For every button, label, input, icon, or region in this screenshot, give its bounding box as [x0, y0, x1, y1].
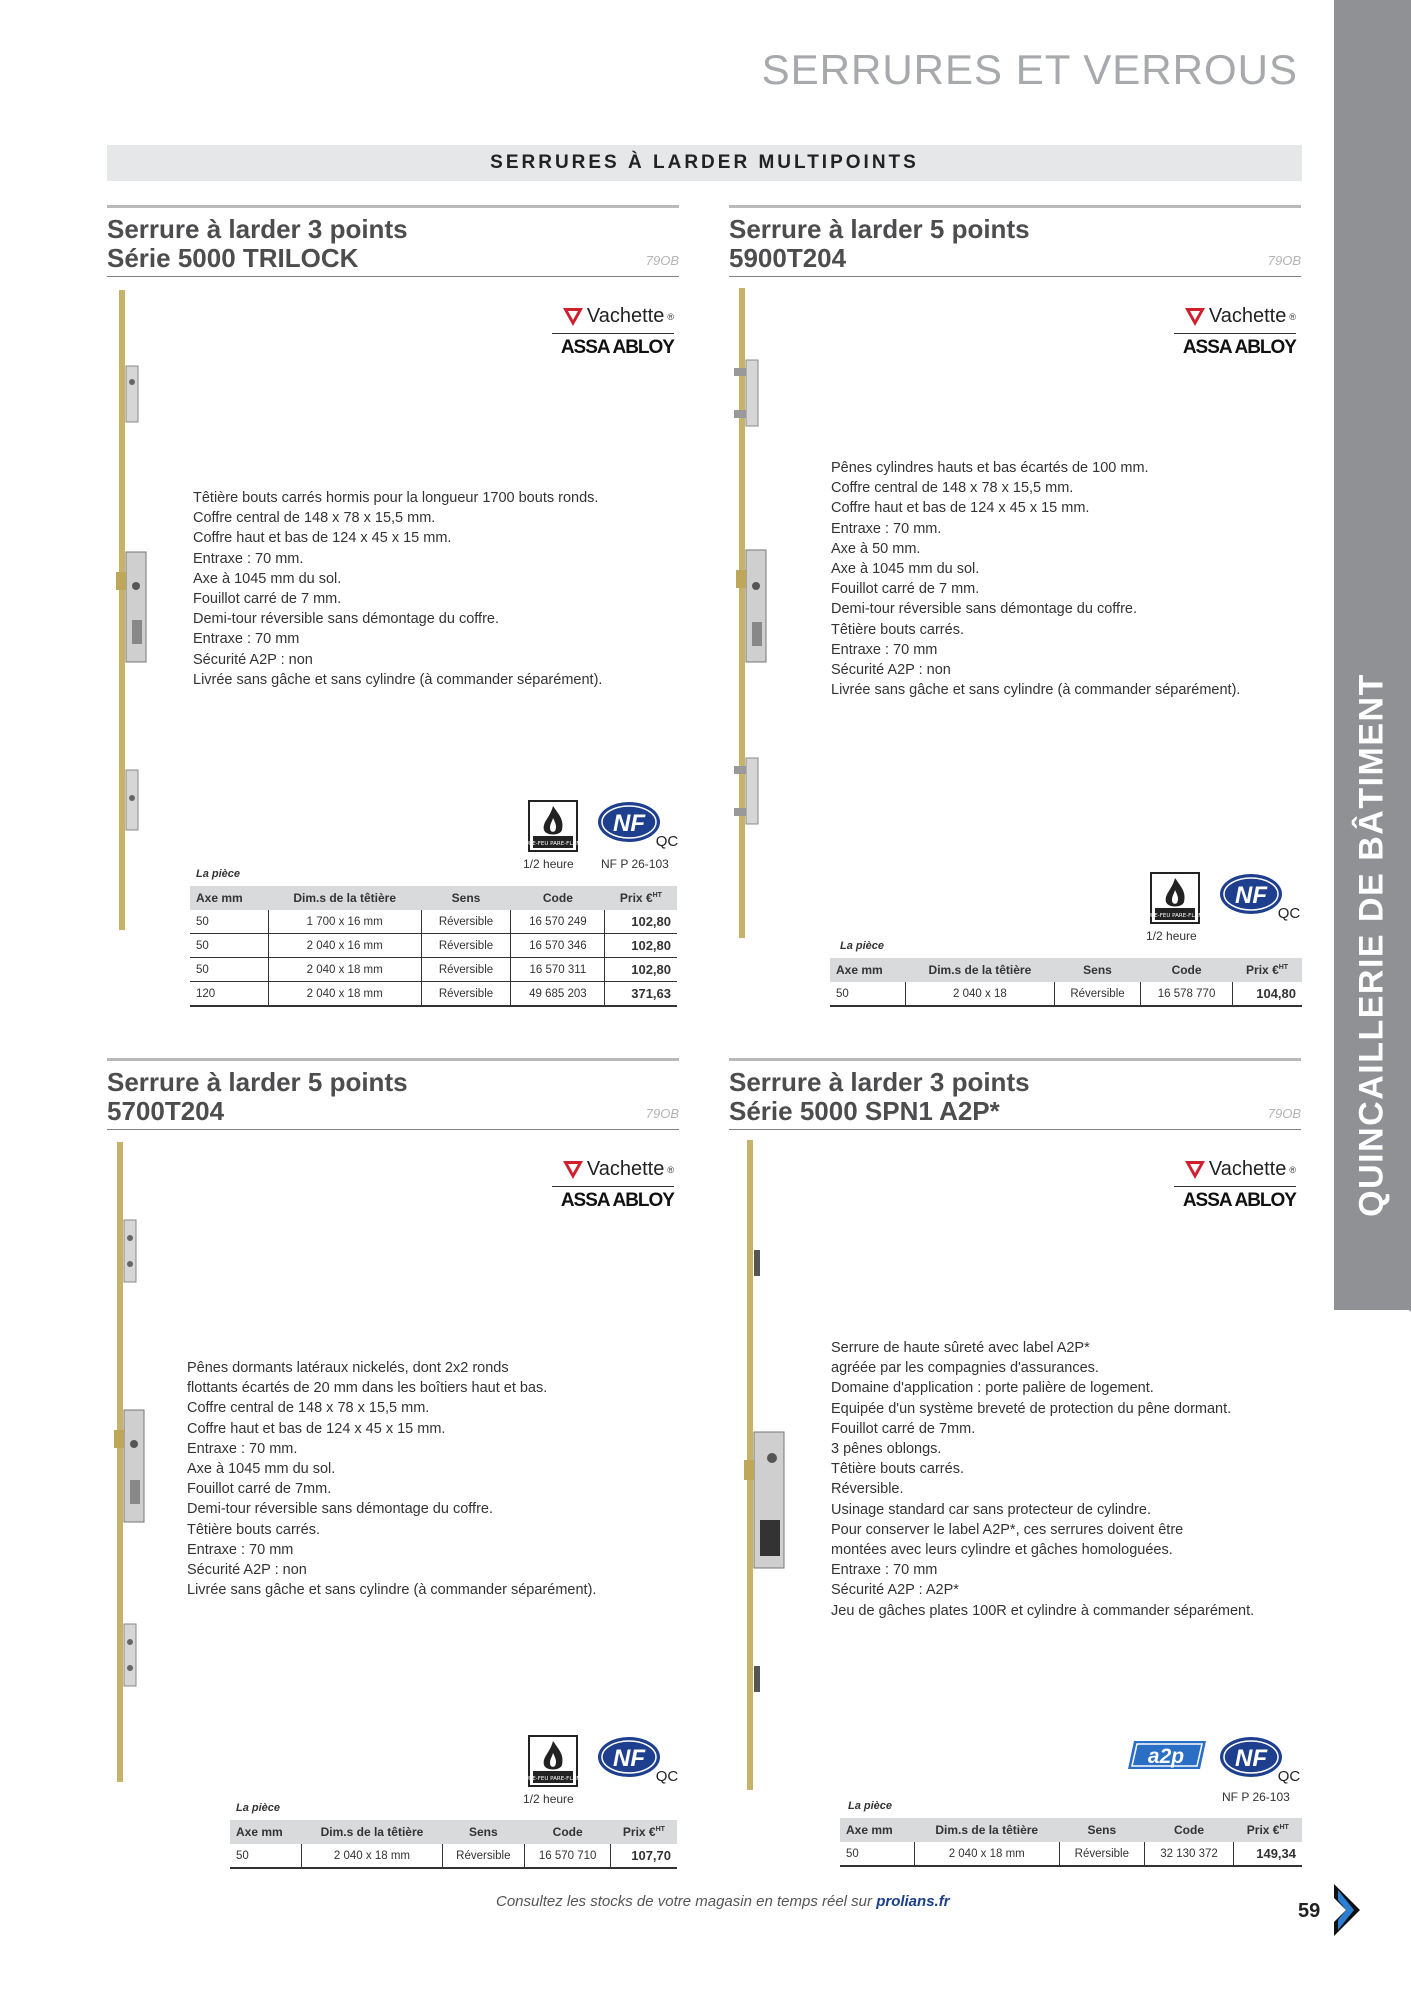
brand-logo-vachette: [552, 1158, 674, 1212]
svg-text:NF: NF: [1235, 882, 1267, 909]
nf-certification-icon: [597, 800, 681, 848]
unit-label: La pièce: [848, 1800, 893, 1812]
fire-rating-caption: 1/2 heure: [523, 857, 574, 871]
lock-product-image: [730, 288, 770, 938]
col-dims: Dim.s de la têtière: [302, 1820, 442, 1844]
fire-rating-caption: 1/2 heure: [1146, 929, 1197, 943]
vachette-v-icon: [1184, 307, 1206, 327]
svg-text:NF: NF: [613, 810, 645, 837]
col-sens: Sens: [442, 1820, 524, 1844]
col-axe: Axe mm: [830, 958, 906, 982]
svg-text:COUPE-FEU PARE-FLAMME: COUPE-FEU PARE-FLAMME: [516, 841, 590, 847]
catalog-ref: 79OB: [645, 1106, 679, 1121]
svg-text:a2p: a2p: [1147, 1745, 1185, 1768]
svg-text:QC: QC: [655, 1768, 679, 1785]
col-sens: Sens: [1054, 958, 1141, 982]
product-title-line2: Série 5000 TRILOCK: [107, 243, 359, 273]
product-description: Têtière bouts carrés hormis pour la longueur 1700 bouts ronds. Coffre central de 148 x 78 x 15,5 mm. Coffre haut et bas de 124 x 45 x 15 mm. Entraxe : 70 mm. Axe à 1045 mm du sol. Fouillot carré de 7 mm. Demi-tour réversible sans démontage du coffre. Entraxe : 70 mm Sécurité A2P : non Livrée sans gâche et sans cylindre (à commander séparément).: [193, 490, 603, 688]
product-title-line1: Serrure à larder 5 points: [107, 1067, 408, 1097]
col-dims: Dim.s de la têtière: [268, 886, 421, 910]
catalog-ref: 79OB: [1267, 1106, 1301, 1121]
col-prix: Prix €$^{HT}$: [1234, 1818, 1302, 1842]
product-title: [107, 1068, 408, 1126]
page-chevron-icon: [1330, 1882, 1364, 1938]
product-title: [729, 1068, 1030, 1126]
col-dims: Dim.s de la têtière: [906, 958, 1054, 982]
brand-logo-vachette: [1174, 305, 1296, 359]
vachette-v-icon: [562, 307, 584, 327]
title-underline: [729, 1129, 1301, 1130]
vachette-v-icon: [562, 1160, 584, 1180]
svg-text:QC: QC: [1277, 905, 1301, 922]
nf-standard-caption: NF P 26-103: [601, 857, 669, 871]
brand-mark: ®: [1289, 1164, 1296, 1175]
fire-rating-icon: [516, 800, 590, 852]
card-divider: [107, 1058, 679, 1061]
table-row: 50 1 700 x 16 mm Réversible 16 570 249 102,80: [190, 910, 677, 934]
unit-label: La pièce: [840, 940, 885, 952]
brand-group: ASSA ABLOY: [560, 1190, 674, 1211]
col-code: Code: [525, 1820, 611, 1844]
col-axe: Axe mm: [190, 886, 268, 910]
col-sens: Sens: [1059, 1818, 1144, 1842]
col-axe: Axe mm: [230, 1820, 302, 1844]
card-divider: [729, 205, 1301, 208]
title-underline: [729, 276, 1301, 277]
brand-logo-vachette: [1174, 1158, 1296, 1212]
product-description: Serrure de haute sûreté avec label A2P* agréée par les compagnies d'assurances. Domaine d'application : porte palière de logement. Equipée d'un système breveté de protection du pêne dormant. Fouillot carré de 7mm. 3 pênes oblongs. Têtière bouts carrés. Réversible. Usinage standard car sans protecteur de cylindre. Pour conserver le label A2P*, ces serrures doivent être montées avec leurs cylindre et gâches homologuées. Entraxe : 70 mm Sécurité A2P : A2P* Jeu de gâches plates 100R et cylindre à commander séparément.: [831, 1340, 1255, 1619]
col-code: Code: [1141, 958, 1232, 982]
col-sens: Sens: [421, 886, 511, 910]
brand-mark: ®: [667, 311, 674, 322]
col-axe: Axe mm: [840, 1818, 914, 1842]
col-prix: Prix €$^{HT}$: [1232, 958, 1302, 982]
fire-rating-caption: 1/2 heure: [523, 1792, 574, 1806]
brand-group: ASSA ABLOY: [1182, 337, 1296, 358]
col-code: Code: [511, 886, 605, 910]
svg-text:NF: NF: [613, 1745, 645, 1772]
svg-text:QC: QC: [1277, 1768, 1301, 1785]
price-table: [190, 886, 677, 1007]
catalog-ref: 79OB: [1267, 253, 1301, 268]
lock-product-image: [108, 1142, 148, 1782]
brand-mark: ®: [1289, 311, 1296, 322]
product-title-line1: Serrure à larder 5 points: [729, 214, 1030, 244]
product-title-line1: Serrure à larder 3 points: [729, 1067, 1030, 1097]
table-row: 50 2 040 x 18 mm Réversible 16 570 311 102,80: [190, 958, 677, 982]
title-underline: [107, 276, 679, 277]
brand-group: ASSA ABLOY: [560, 337, 674, 358]
lock-product-image: [738, 1140, 798, 1790]
nf-certification-icon: [597, 1735, 681, 1783]
title-underline: [107, 1129, 679, 1130]
catalog-ref: 79OB: [645, 253, 679, 268]
brand-mark: ®: [667, 1164, 674, 1175]
product-title-line1: Serrure à larder 3 points: [107, 214, 408, 244]
price-table: [840, 1818, 1302, 1867]
footer-note: [496, 1893, 950, 1910]
sidebar-band-corner: [1334, 1240, 1411, 1312]
col-prix: Prix €$^{HT}$: [605, 886, 677, 910]
col-code: Code: [1144, 1818, 1233, 1842]
col-dims: Dim.s de la têtière: [914, 1818, 1059, 1842]
product-title-line2: 5700T204: [107, 1096, 225, 1126]
brand-logo-vachette: [552, 305, 674, 359]
unit-label: La pièce: [236, 1802, 281, 1814]
svg-text:COUPE-FEU PARE-FLAMME: COUPE-FEU PARE-FLAMME: [516, 1776, 590, 1782]
fire-rating-icon: [516, 1735, 590, 1787]
brand-name: Vachette: [586, 1158, 665, 1180]
price-table: [230, 1820, 677, 1869]
svg-text:NF: NF: [1235, 1745, 1267, 1772]
brand-group: ASSA ABLOY: [1182, 1190, 1296, 1211]
unit-label: La pièce: [196, 868, 241, 880]
page-title: SERRURES ET VERROUS: [761, 46, 1298, 93]
section-heading: SERRURES À LARDER MULTIPOINTS: [107, 145, 1302, 181]
table-row: 120 2 040 x 18 mm Réversible 49 685 203 371,63: [190, 982, 677, 1007]
product-title-line2: 5900T204: [729, 243, 847, 273]
table-row: 50 2 040 x 16 mm Réversible 16 570 346 102,80: [190, 934, 677, 958]
product-description: Pênes dormants latéraux nickelés, dont 2x2 ronds flottants écartés de 20 mm dans les boîtiers haut et bas. Coffre central de 148 x 78 x 15,5 mm. Coffre haut et bas de 124 x 45 x 15 mm. Entraxe : 70 mm. Axe à 1045 mm du sol. Fouillot carré de 7mm. Demi-tour réversible sans démontage du coffre. Têtière bouts carrés. Entraxe : 70 mm Sécurité A2P : non Livrée sans gâche et sans cylindre (à commander séparément).: [187, 1360, 597, 1599]
vachette-v-icon: [1184, 1160, 1206, 1180]
card-divider: [107, 205, 679, 208]
price-table: [830, 958, 1302, 1007]
page-number: 59: [1298, 1900, 1321, 1922]
col-prix: Prix €$^{HT}$: [611, 1820, 677, 1844]
product-title: [107, 215, 408, 273]
product-title-line2: Série 5000 SPN1 A2P*: [729, 1096, 1000, 1126]
footer-link[interactable]: prolians.fr: [876, 1893, 950, 1910]
a2p-certification-icon: [1128, 1738, 1208, 1772]
footer-text: Consultez les stocks de votre magasin en temps réel sur: [496, 1893, 873, 1910]
fire-rating-icon: [1138, 872, 1212, 924]
brand-name: Vachette: [1208, 1158, 1287, 1180]
nf-certification-icon: [1219, 872, 1303, 920]
product-title: [729, 215, 1030, 273]
lock-product-image: [110, 290, 150, 930]
nf-certification-icon: [1219, 1735, 1303, 1783]
table-row: 50 2 040 x 18 mm Réversible 32 130 372 149,34: [840, 1842, 1302, 1866]
table-row: 50 2 040 x 18 Réversible 16 578 770 104,80: [830, 982, 1302, 1006]
card-divider: [729, 1058, 1301, 1061]
svg-text:QC: QC: [655, 833, 679, 850]
brand-name: Vachette: [586, 305, 665, 327]
nf-standard-caption: NF P 26-103: [1222, 1790, 1290, 1804]
sidebar-category: QUINCAILLERIE DE BÂTIMENT: [1352, 673, 1391, 1217]
table-row: 50 2 040 x 18 mm Réversible 16 570 710 107,70: [230, 1844, 677, 1868]
brand-name: Vachette: [1208, 305, 1287, 327]
svg-text:COUPE-FEU PARE-FLAMME: COUPE-FEU PARE-FLAMME: [1138, 913, 1212, 919]
product-description: Pênes cylindres hauts et bas écartés de 100 mm. Coffre central de 148 x 78 x 15,5 mm. Coffre haut et bas de 124 x 45 x 15 mm. Entraxe : 70 mm. Axe à 50 mm. Axe à 1045 mm du sol. Fouillot carré de 7 mm. Demi-tour réversible sans démontage du coffre. Têtière bouts carrés. Entraxe : 70 mm Sécurité A2P : non Livrée sans gâche et sans cylindre (à commander séparément).: [831, 460, 1241, 699]
